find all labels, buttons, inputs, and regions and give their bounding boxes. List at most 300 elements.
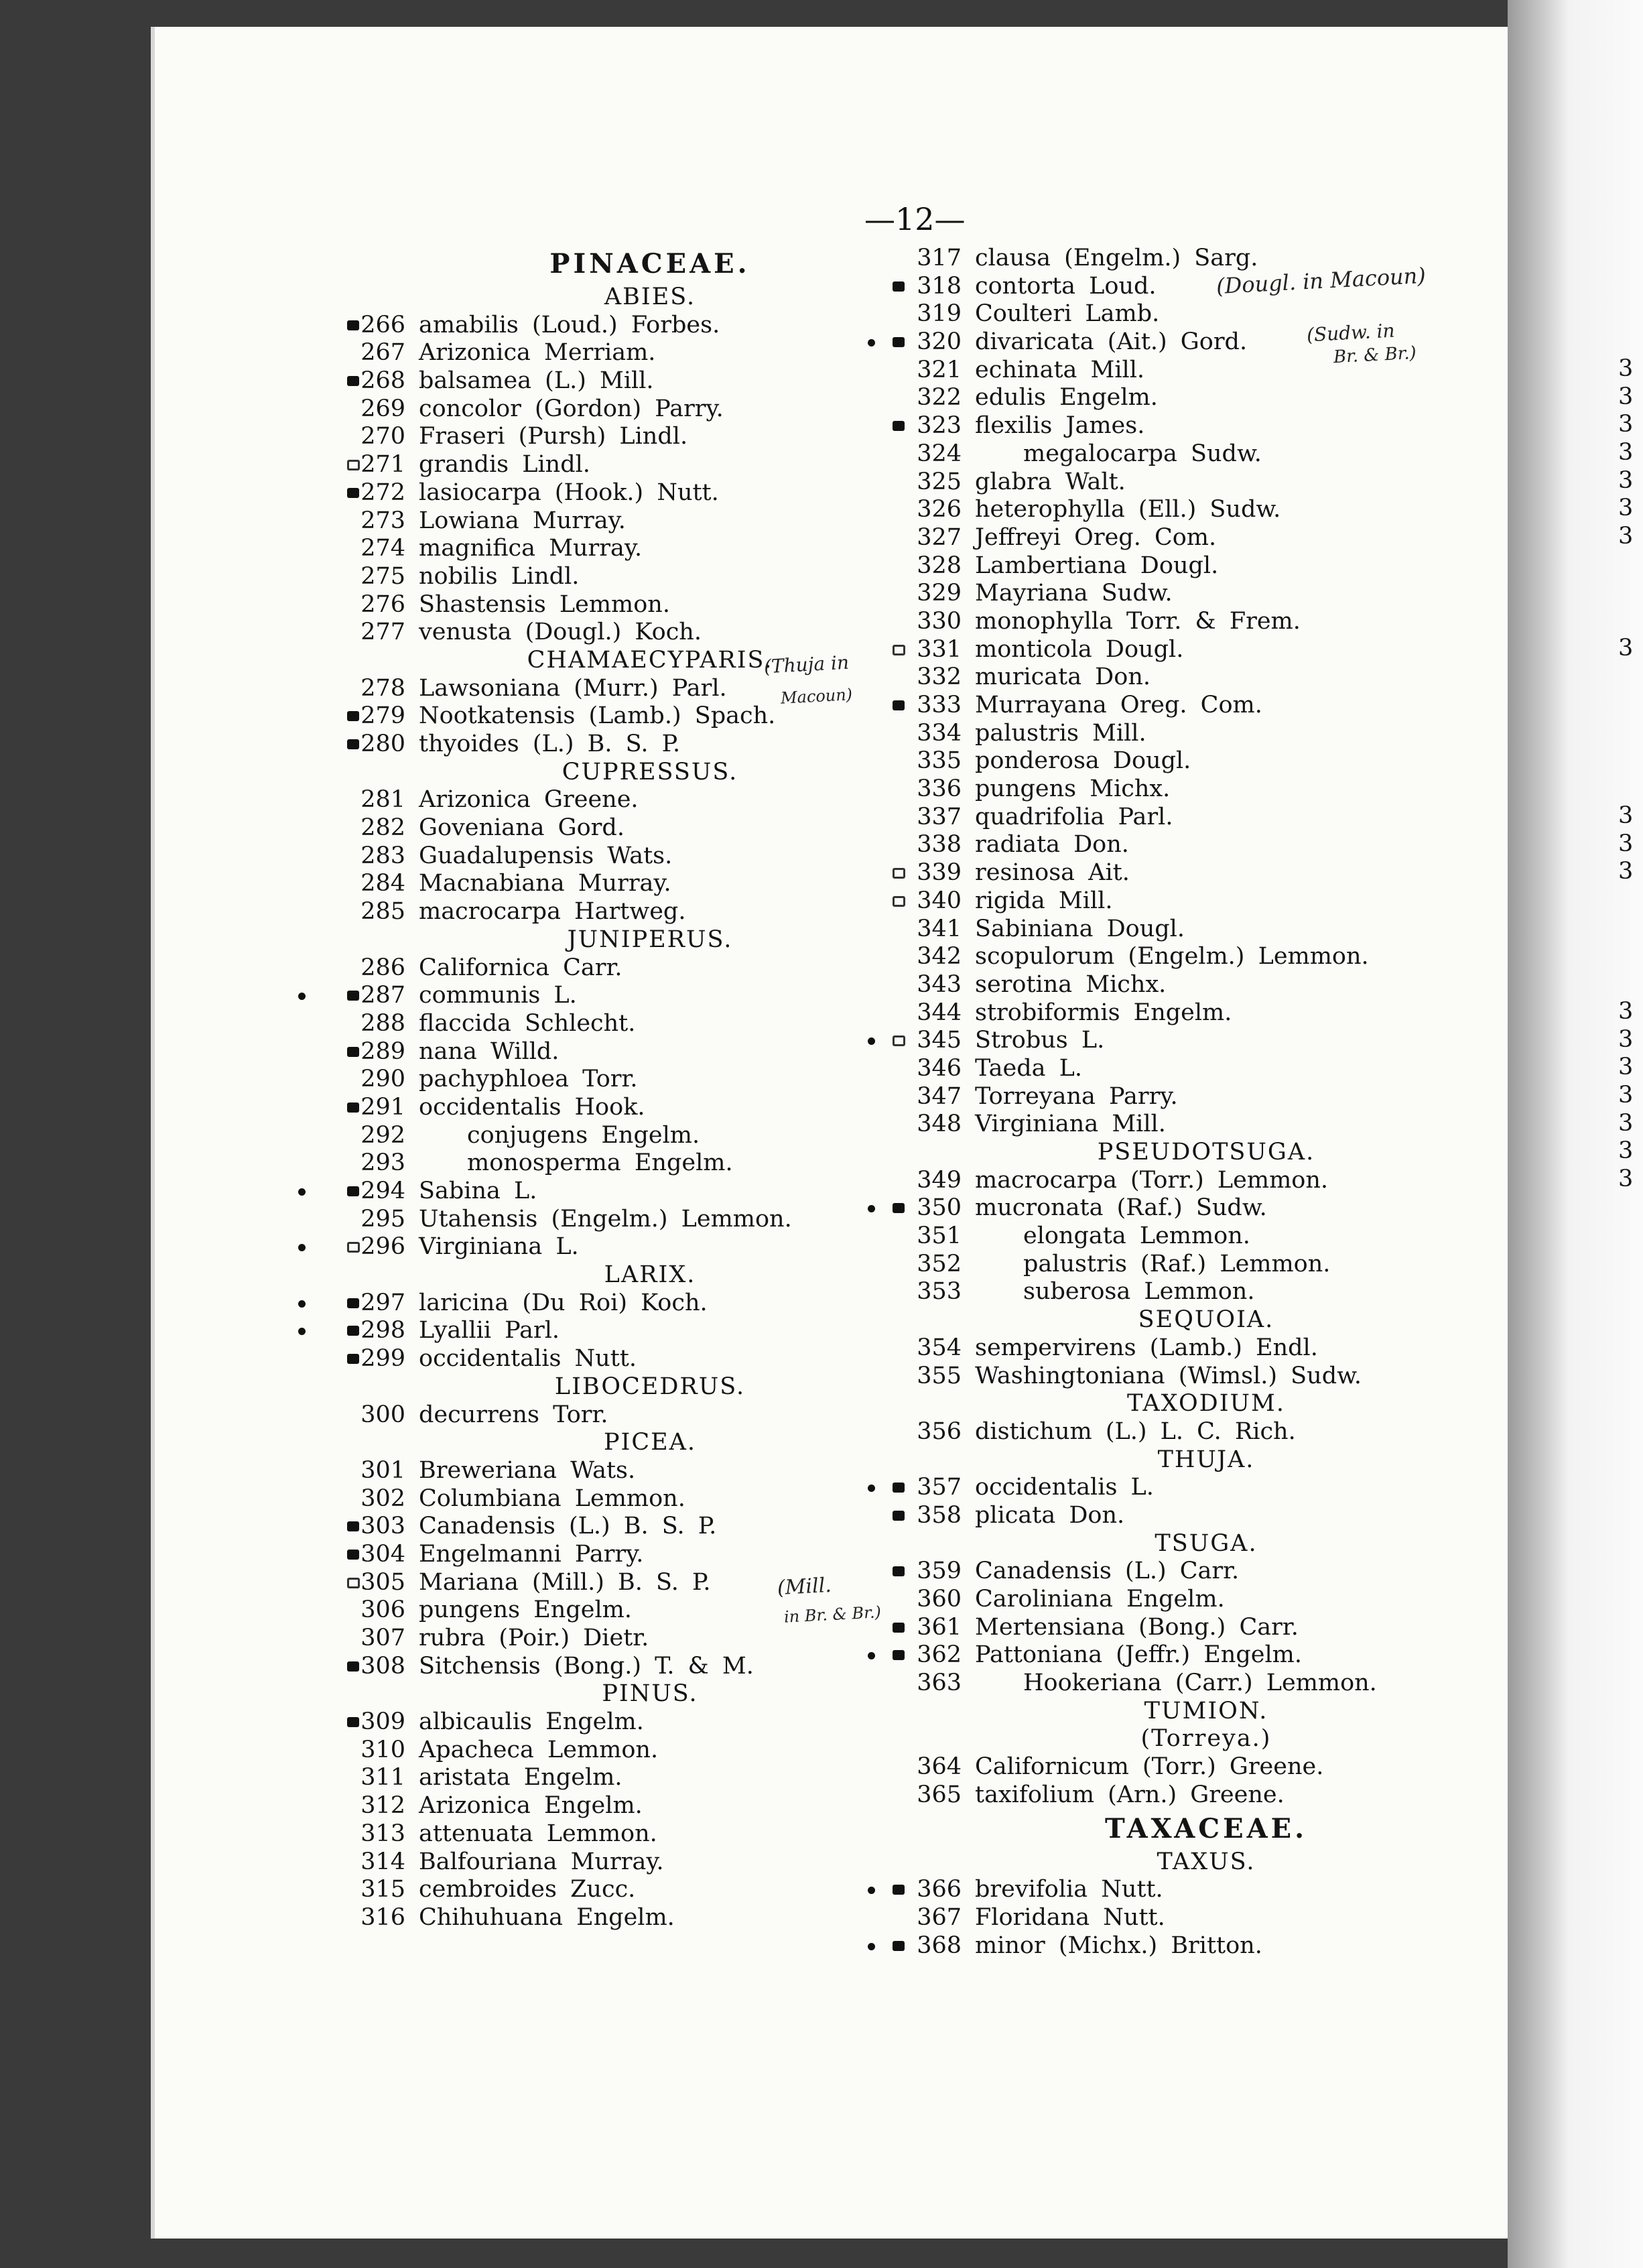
species-name: Taeda L.: [975, 1054, 1082, 1082]
species-entry: [322, 870, 925, 898]
species-name: Hookeriana (Carr.) Lemmon.: [1023, 1670, 1377, 1697]
species-name: Californica Carr.: [419, 954, 622, 981]
species-number: 346: [917, 1054, 962, 1082]
species-name: Arizonica Merriam.: [419, 339, 656, 367]
species-entry: [322, 1848, 925, 1877]
species-number: 322: [917, 384, 962, 412]
species-entry: [322, 1010, 925, 1038]
check-mark-icon: [893, 337, 905, 347]
edge-fragment-digit: [1618, 914, 1633, 942]
species-name: Virginiana L.: [419, 1233, 579, 1261]
species-name: thyoides (L.) B. S. P.: [419, 731, 681, 757]
species-name: Nootkatensis (Lamb.) Spach.: [419, 702, 776, 730]
check-mark-icon: [347, 1298, 359, 1308]
species-name: rubra (Poir.) Dietr.: [419, 1625, 649, 1651]
species-name: taxifolium (Arn.) Greene.: [975, 1781, 1285, 1808]
edge-fragment-digit: [1618, 551, 1633, 579]
species-name: Utahensis (Engelm.) Lemmon.: [419, 1205, 792, 1233]
species-entry: [878, 1194, 1481, 1222]
species-number: 293: [360, 1149, 405, 1177]
species-name: Mertensiana (Bong.) Carr.: [975, 1613, 1299, 1641]
species-entry: [878, 943, 1481, 971]
edge-fragment-digit: [1618, 970, 1633, 998]
species-entry: [322, 563, 925, 591]
species-entry: [322, 1206, 925, 1234]
species-name: palustris Mill.: [975, 719, 1146, 747]
species-entry: [322, 1569, 925, 1597]
species-column-right: [878, 245, 1481, 1960]
species-number: 358: [917, 1501, 962, 1529]
species-name: Virginiana Mill.: [975, 1111, 1166, 1138]
species-column-left: [322, 245, 925, 1932]
species-entry: [878, 1670, 1481, 1698]
species-name: Chihuhuana Engelm.: [419, 1903, 675, 1931]
species-entry: [322, 1317, 925, 1345]
species-name: Sabiniana Dougl.: [975, 915, 1185, 942]
species-number: 291: [360, 1093, 405, 1121]
species-entry: [878, 580, 1481, 608]
genus-heading: TAXUS.: [1157, 1848, 1256, 1875]
species-number: 290: [360, 1066, 405, 1093]
species-name: suberosa Lemmon.: [1023, 1278, 1255, 1306]
species-number: 282: [360, 814, 405, 842]
species-number: 306: [360, 1596, 405, 1624]
species-entry: [322, 954, 925, 983]
species-entry: [322, 591, 925, 619]
species-number: 300: [360, 1401, 405, 1428]
species-number: 275: [360, 562, 405, 590]
handwritten-note-chamaecyparis-2: Macoun): [780, 685, 853, 708]
species-name: Floridana Nutt.: [975, 1903, 1165, 1931]
check-mark-icon: [347, 376, 359, 386]
species-entry: [878, 1083, 1481, 1111]
species-entry: [322, 1066, 925, 1094]
species-entry: [878, 1932, 1481, 1960]
genus-heading: TAXODIUM.: [1126, 1390, 1286, 1418]
species-number: 283: [360, 842, 405, 869]
species-name: conjugens Engelm.: [467, 1121, 700, 1149]
species-number: 286: [360, 954, 405, 981]
genus-heading-row: [878, 1446, 1481, 1474]
species-name: glabra Walt.: [975, 468, 1126, 495]
species-number: 285: [360, 898, 405, 926]
species-name: Canadensis (L.) Carr.: [975, 1558, 1240, 1585]
species-entry: [878, 1753, 1481, 1781]
page-number: —12—: [864, 201, 966, 237]
species-name: Lyallii Parl.: [419, 1317, 560, 1344]
species-name: aristata Engelm.: [419, 1764, 622, 1791]
species-number: 359: [917, 1558, 962, 1585]
species-number: 323: [917, 412, 962, 440]
species-number: 312: [360, 1792, 405, 1820]
species-name: Engelmanni Parry.: [419, 1540, 644, 1568]
species-entry: [322, 982, 925, 1010]
species-entry: [322, 535, 925, 563]
species-number: 365: [917, 1781, 962, 1808]
species-number: 294: [360, 1178, 405, 1204]
species-name: albicaulis Engelm.: [419, 1708, 644, 1736]
species-name: resinosa Ait.: [975, 859, 1130, 887]
species-entry: [878, 496, 1481, 524]
species-entry: [878, 468, 1481, 497]
species-entry: [322, 1122, 925, 1150]
edge-fragment-digit: 3: [1618, 523, 1634, 550]
species-entry: [878, 775, 1481, 804]
species-number: 292: [360, 1121, 405, 1149]
species-number: 325: [917, 468, 962, 495]
species-entry: [878, 1222, 1481, 1251]
species-number: 272: [360, 479, 405, 506]
species-name: occidentalis L.: [975, 1474, 1154, 1501]
species-number: 331: [917, 635, 962, 663]
species-number: 298: [360, 1317, 405, 1344]
species-entry: [322, 1149, 925, 1178]
species-name: sempervirens (Lamb.) Endl.: [975, 1334, 1318, 1361]
genus-heading-row: [322, 1261, 925, 1289]
species-number: 326: [917, 496, 962, 523]
family-heading-row: [878, 1810, 1481, 1848]
genus-heading-row: [878, 1848, 1481, 1877]
species-number: 360: [917, 1586, 962, 1613]
species-entry: [878, 831, 1481, 859]
species-entry: [322, 1708, 925, 1737]
species-number: 363: [917, 1670, 962, 1697]
species-entry: [322, 1625, 925, 1653]
species-name: elongata Lemmon.: [1023, 1222, 1250, 1250]
species-number: 335: [917, 747, 962, 775]
species-name: Fraseri (Pursh) Lindl.: [419, 423, 688, 450]
species-number: 320: [917, 328, 962, 356]
check-mark-icon: [347, 739, 359, 749]
species-name: rigida Mill.: [975, 887, 1113, 914]
species-number: 347: [917, 1082, 962, 1110]
species-entry: [878, 1055, 1481, 1083]
species-number: 304: [360, 1540, 405, 1568]
check-mark-icon: [893, 1650, 905, 1660]
species-number: 352: [917, 1250, 962, 1277]
species-name: macrocarpa Hartweg.: [419, 898, 686, 926]
species-name: Strobus L.: [975, 1027, 1105, 1054]
species-number: 266: [360, 311, 405, 338]
check-mark-icon: [347, 1354, 359, 1364]
species-name: distichum (L.) L. C. Rich.: [975, 1418, 1296, 1445]
check-mark-icon: [347, 991, 359, 1001]
species-number: 267: [360, 339, 405, 367]
species-number: 278: [360, 674, 405, 702]
family-heading: PINACEAE.: [549, 248, 750, 279]
species-number: 274: [360, 535, 405, 562]
species-entry: [878, 552, 1481, 580]
species-name: grandis Lindl.: [419, 451, 590, 479]
genus-heading: JUNIPERUS.: [567, 926, 733, 953]
edge-fragment-digit: 3: [1618, 1137, 1634, 1165]
species-number: 314: [360, 1848, 405, 1875]
species-name: Jeffreyi Oreg. Com.: [975, 523, 1217, 551]
species-entry: [878, 999, 1481, 1027]
handwritten-note-chamaecyparis: (Thuja in: [763, 651, 850, 678]
species-number: 280: [360, 731, 405, 757]
species-entry: [878, 1334, 1481, 1363]
handwritten-note-canadensis-2: in Br. & Br.): [783, 1602, 882, 1627]
edge-fragment-digit: 3: [1618, 383, 1634, 410]
species-name: pungens Engelm.: [419, 1596, 632, 1624]
species-name: flaccida Schlecht.: [419, 1009, 636, 1037]
species-number: 289: [360, 1037, 405, 1065]
species-entry: [322, 702, 925, 731]
species-entry: [878, 384, 1481, 412]
species-number: 318: [917, 272, 962, 300]
species-name: amabilis (Loud.) Forbes.: [419, 311, 720, 338]
check-mark-icon: [893, 1885, 905, 1895]
species-entry: [322, 1345, 925, 1373]
species-name: scopulorum (Engelm.) Lemmon.: [975, 943, 1369, 970]
edge-fragment-digit: [1618, 663, 1633, 691]
species-name: Canadensis (L.) B. S. P.: [419, 1513, 717, 1540]
genus-heading: CUPRESSUS.: [562, 758, 738, 785]
species-name: heterophylla (Ell.) Sudw.: [975, 496, 1281, 523]
species-number: 327: [917, 523, 962, 551]
check-mark-icon: [347, 320, 359, 330]
genus-heading-row: [878, 1725, 1481, 1753]
species-entry: [322, 731, 925, 759]
species-name: divaricata (Ait.) Gord.: [975, 328, 1248, 356]
genus-heading: LARIX.: [604, 1261, 696, 1289]
species-entry: [322, 1737, 925, 1765]
species-entry: [322, 1513, 925, 1541]
species-entry: [878, 664, 1481, 692]
family-heading-row: [322, 245, 925, 284]
species-number: 340: [917, 887, 962, 914]
species-name: venusta (Dougl.) Koch.: [419, 619, 702, 646]
species-entry: [322, 842, 925, 871]
species-name: strobiformis Engelm.: [975, 999, 1232, 1026]
handwritten-note-canadensis: (Mill.: [777, 1573, 832, 1600]
edge-fragment-digit: 3: [1618, 355, 1634, 382]
species-number: 324: [917, 440, 962, 467]
species-name: occidentalis Nutt.: [419, 1345, 637, 1373]
species-name: balsamea (L.) Mill.: [419, 367, 654, 395]
genus-heading-row: [878, 1698, 1481, 1726]
genus-heading: TSUGA.: [1155, 1529, 1258, 1557]
edge-fragment-digit: 3: [1618, 1025, 1634, 1053]
species-name: Washingtoniana (Wimsl.) Sudw.: [975, 1362, 1362, 1389]
species-entry: [878, 524, 1481, 552]
species-name: contorta Loud.: [975, 272, 1157, 300]
edge-fragment-digit: 3: [1618, 802, 1634, 829]
check-mark-icon: [347, 1661, 359, 1672]
margin-dot-mark: [298, 1300, 306, 1308]
species-number: 287: [360, 982, 405, 1009]
species-name: Pattoniana (Jeffr.) Engelm.: [975, 1641, 1302, 1669]
edge-fragment-digit: 3: [1618, 411, 1634, 438]
check-mark-icon: [347, 1186, 359, 1196]
species-number: 317: [917, 245, 962, 271]
genus-heading-row: [878, 1139, 1481, 1167]
species-name: Lambertiana Dougl.: [975, 552, 1219, 579]
species-name: monosperma Engelm.: [467, 1149, 733, 1177]
species-number: 301: [360, 1456, 405, 1484]
species-entry: [878, 1502, 1481, 1530]
species-number: 303: [360, 1513, 405, 1540]
species-name: clausa (Engelm.) Sarg.: [975, 245, 1258, 271]
check-mark-icon: [893, 868, 905, 879]
species-entry: [878, 971, 1481, 999]
genus-heading: CHAMAECYPARIS.: [527, 646, 773, 674]
species-name: laricina (Du Roi) Koch.: [419, 1289, 708, 1316]
species-name: serotina Michx.: [975, 970, 1167, 998]
check-mark-icon: [347, 1717, 359, 1727]
check-mark-icon: [893, 1566, 905, 1576]
species-number: 333: [917, 692, 962, 718]
check-mark-icon: [347, 460, 360, 470]
species-number: 319: [917, 300, 962, 328]
species-number: 355: [917, 1362, 962, 1389]
species-name: Guadalupensis Wats.: [419, 842, 673, 869]
genus-heading: PSEUDOTSUGA.: [1097, 1139, 1315, 1166]
species-entry: [878, 1876, 1481, 1904]
species-name: brevifolia Nutt.: [975, 1876, 1163, 1903]
species-entry: [322, 1904, 925, 1932]
species-number: 270: [360, 423, 405, 450]
species-number: 329: [917, 580, 962, 607]
species-number: 356: [917, 1418, 962, 1445]
margin-dot-mark: [868, 1943, 875, 1950]
check-mark-icon: [893, 281, 905, 292]
species-entry: [322, 1457, 925, 1485]
species-number: 308: [360, 1652, 405, 1680]
species-entry: [322, 1485, 925, 1513]
genus-heading-row: [322, 926, 925, 954]
species-number: 296: [360, 1233, 405, 1261]
check-mark-icon: [893, 1511, 905, 1521]
edge-fragment-digit: 3: [1618, 1109, 1634, 1137]
species-entry: [878, 804, 1481, 832]
species-entry: [322, 451, 925, 479]
edge-fragment-digit: 3: [1618, 466, 1634, 494]
edge-fragment-digit: [1618, 774, 1633, 802]
species-number: 337: [917, 803, 962, 830]
check-mark-icon: [893, 1203, 905, 1213]
species-number: 330: [917, 607, 962, 635]
species-name: minor (Michx.) Britton.: [975, 1932, 1262, 1959]
species-name: Columbiana Lemmon.: [419, 1485, 685, 1512]
species-entry: [322, 339, 925, 367]
species-entry: [322, 1792, 925, 1820]
margin-dot-mark: [298, 1188, 306, 1196]
species-name: Coulteri Lamb.: [975, 300, 1160, 328]
species-number: 297: [360, 1289, 405, 1316]
species-number: 310: [360, 1736, 405, 1763]
species-entry: [878, 412, 1481, 440]
genus-heading-row: [322, 284, 925, 312]
species-entry: [322, 898, 925, 926]
check-mark-icon: [893, 1623, 905, 1633]
genus-heading-row: [878, 1530, 1481, 1558]
check-mark-icon: [347, 1550, 359, 1560]
species-entry: [322, 1094, 925, 1122]
check-mark-icon: [347, 1326, 359, 1336]
edge-fragment-digit: [1618, 747, 1633, 775]
species-number: 345: [917, 1027, 962, 1054]
species-number: 338: [917, 831, 962, 859]
species-entry: [878, 1278, 1481, 1306]
species-entry: [878, 720, 1481, 748]
genus-heading-row: [322, 1680, 925, 1708]
species-number: 364: [917, 1753, 962, 1781]
species-name: occidentalis Hook.: [419, 1093, 645, 1121]
species-number: 302: [360, 1485, 405, 1512]
species-number: 321: [917, 356, 962, 383]
species-number: 362: [917, 1641, 962, 1669]
species-name: macrocarpa (Torr.) Lemmon.: [975, 1166, 1329, 1194]
species-number: 334: [917, 719, 962, 747]
species-number: 316: [360, 1903, 405, 1931]
edge-fragment-digit: 3: [1618, 495, 1634, 522]
species-name: Sitchensis (Bong.) T. & M.: [419, 1652, 754, 1680]
adjacent-page-column-fragment: [1618, 355, 1633, 1194]
species-number: 339: [917, 859, 962, 887]
species-entry: [878, 1167, 1481, 1195]
species-name: Macnabiana Murray.: [419, 870, 671, 897]
family-heading: TAXACEAE.: [1104, 1812, 1308, 1844]
species-name: Goveniana Gord.: [419, 814, 625, 842]
species-number: 281: [360, 786, 405, 814]
species-entry: [322, 1038, 925, 1066]
edge-fragment-digit: 3: [1618, 439, 1634, 466]
species-entry: [322, 1289, 925, 1318]
genus-heading: PINUS.: [602, 1680, 698, 1708]
species-name: Californicum (Torr.) Greene.: [975, 1753, 1324, 1781]
species-entry: [322, 312, 925, 340]
species-name: nana Willd.: [419, 1037, 560, 1065]
species-name: plicata Don.: [975, 1501, 1125, 1529]
species-entry: [878, 1641, 1481, 1670]
check-mark-icon: [347, 711, 359, 721]
species-entry: [878, 1474, 1481, 1502]
check-mark-icon: [893, 1483, 905, 1493]
check-mark-icon: [893, 1035, 905, 1046]
species-name: Shastensis Lemmon.: [419, 590, 670, 618]
edge-fragment-digit: [1618, 690, 1633, 718]
edge-fragment-digit: [1618, 942, 1633, 970]
species-number: 342: [917, 943, 962, 970]
species-entry: [878, 916, 1481, 944]
species-number: 344: [917, 999, 962, 1026]
species-entry: [322, 479, 925, 507]
species-entry: [322, 1233, 925, 1261]
species-name: lasiocarpa (Hook.) Nutt.: [419, 479, 719, 506]
species-number: 273: [360, 507, 405, 534]
species-name: communis L.: [419, 982, 577, 1009]
species-entry: [322, 367, 925, 395]
species-number: 311: [360, 1764, 405, 1791]
species-name: Lawsoniana (Murr.) Parl.: [419, 674, 727, 702]
check-mark-icon: [347, 1521, 359, 1531]
species-entry: [322, 507, 925, 536]
species-number: 349: [917, 1166, 962, 1194]
edge-fragment-digit: 3: [1618, 1165, 1634, 1192]
species-name: monticola Dougl.: [975, 635, 1184, 663]
species-entry: [322, 1820, 925, 1848]
species-name: Murrayana Oreg. Com.: [975, 692, 1262, 718]
check-mark-icon: [893, 896, 905, 907]
species-name: ponderosa Dougl.: [975, 747, 1191, 775]
check-mark-icon: [347, 488, 359, 498]
species-name: decurrens Torr.: [419, 1401, 608, 1428]
species-number: 309: [360, 1708, 405, 1736]
check-mark-icon: [347, 1047, 359, 1057]
genus-heading-row: [322, 1429, 925, 1457]
